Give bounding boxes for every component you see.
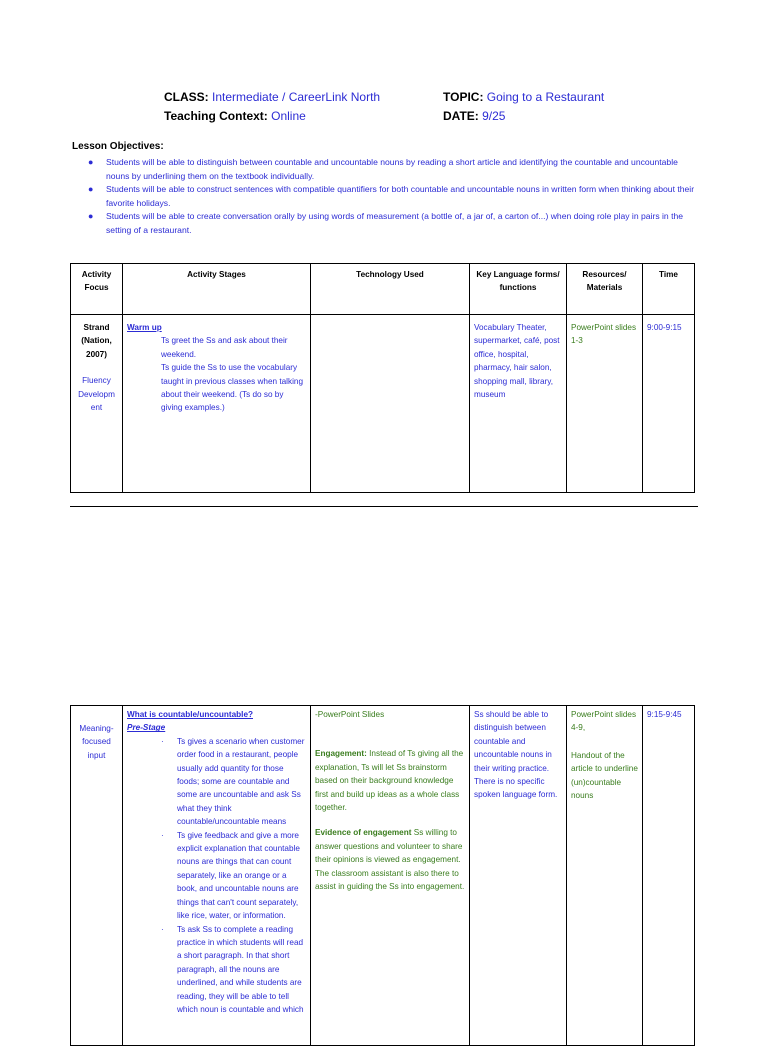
language-cell: Vocabulary Theater, supermarket, café, post office, hospital, pharmacy, hair salon, shopping mall, library, museum <box>470 315 567 493</box>
resource-item: PowerPoint slides 4-9, <box>571 710 637 733</box>
activity-stages-cell <box>123 706 311 1046</box>
objectives-title: Lesson Objectives: <box>72 141 164 152</box>
topic-label: TOPIC: <box>443 90 484 104</box>
stage-title: What is countable/uncountable? <box>127 710 253 719</box>
context-label: Teaching Context: <box>164 109 268 123</box>
technology-cell <box>311 706 470 1046</box>
evidence-block <box>315 826 465 893</box>
bullet-icon: ● <box>88 184 94 195</box>
objective-item <box>86 210 698 237</box>
date-line <box>443 107 505 125</box>
bullet-icon: · <box>161 924 164 934</box>
header-cell: Resources/ Materials <box>567 264 643 315</box>
time-cell: 9:00-9:15 <box>643 315 695 493</box>
activity-stages-cell <box>123 315 311 493</box>
bullet-icon: · <box>161 830 164 840</box>
objectives-list <box>86 156 698 238</box>
engagement-text: Instead of Ts giving all the explanation, Ts will let Ss brainstorm based on their background knowledge first and build up ideas as a whole class together. <box>315 749 464 813</box>
objective-text: Students will be able to construct sentences with compatible quantifiers for both countable and uncountable nouns in written form when thinking about their favorite holidays. <box>106 184 695 208</box>
objective-text: Students will be able to distinguish between countable and uncountable nouns by reading a short article and identifying the countable and uncountable nouns by underlining them on the textbook individually. <box>106 157 678 181</box>
stage-subtitle: Pre-Stage <box>127 723 166 733</box>
class-value: Intermediate / CareerLink North <box>212 90 381 104</box>
technology-item: -PowerPoint Slides <box>315 710 385 719</box>
context-value: Online <box>271 109 306 123</box>
page-break-line <box>70 506 698 507</box>
lesson-plan-table-continued <box>70 705 695 1046</box>
table-header-row <box>71 264 695 315</box>
language-cell: Ss should be able to distinguish between countable and uncountable nouns in their writing practice. There is no specific spoken language form. <box>470 706 567 1046</box>
lesson-plan-table <box>70 263 695 493</box>
resources-cell: PowerPoint slides 1-3 <box>567 315 643 493</box>
class-label: CLASS: <box>164 90 209 104</box>
bullet-icon: · <box>161 736 164 746</box>
technology-cell <box>311 315 470 493</box>
header-cell: Technology Used <box>311 264 470 315</box>
table-row <box>71 315 695 493</box>
stage-step: · Ts gives a scenario when customer order food in a restaurant, people usually add quantity for those foods; some are countable and some are uncountable and ask Ss what they think countable/uncountable means <box>161 736 305 827</box>
stage-step: · Ts give feedback and give a more explicit explanation that countable nouns are things that can count separately, like an orange or a book, and uncountable nouns are things that can't count separately, like rice, water, or information. <box>161 830 300 921</box>
date-value: 9/25 <box>482 109 506 123</box>
activity-focus-cell: Meaning-focused input <box>71 706 123 1046</box>
engagement-block <box>315 747 465 814</box>
stage-step: Ts greet the Ss and ask about their weekend. <box>161 336 288 359</box>
bullet-icon: ● <box>88 157 94 167</box>
header-cell: Activity Stages <box>123 264 311 315</box>
bullet-icon: ● <box>88 211 94 222</box>
table-row <box>71 706 695 1046</box>
header-cell: Key Language forms/ functions <box>470 264 567 315</box>
stage-step: · Ts ask Ss to complete a reading practice in which students will read a short paragraph. In that short paragraph, all the nouns are underlined, and while students are reading, they will be able to tell which noun is countable and which <box>161 924 304 1014</box>
engagement-label: Engagement: <box>315 749 367 759</box>
activity-focus-cell <box>71 315 123 493</box>
resource-item: Handout of the article to underline (un)countable nouns <box>571 750 638 801</box>
objective-item <box>86 183 698 210</box>
evidence-label: Evidence of engagement <box>315 828 412 838</box>
context-line <box>164 107 306 125</box>
stage-step: Ts guide the Ss to use the vocabulary taught in previous classes when talking about their weekend. (Ts do so by giving examples.) <box>161 363 303 413</box>
topic-value: Going to a Restaurant <box>486 90 605 104</box>
date-label: DATE: <box>443 109 479 123</box>
strand-label: Strand (Nation, 2007) <box>81 323 112 359</box>
objective-item <box>86 156 698 183</box>
class-line <box>164 88 380 106</box>
stage-title: Warm up <box>127 323 162 332</box>
time-cell: 9:15-9:45 <box>643 706 695 1046</box>
resources-cell <box>567 706 643 1046</box>
objective-text: Students will be able to create conversation orally by using words of measurement (a bottle of, a jar of, a carton of...) when doing role play in pairs in the setting of a restaurant. <box>106 211 684 235</box>
topic-line <box>443 88 604 106</box>
header-cell: Time <box>643 264 695 315</box>
fluency-label: Fluency Developm ent <box>78 376 115 413</box>
evidence-text: Ss willing to answer questions and volunteer to share their opinions is viewed as engagement. The classroom assistant is also there to assist in guiding the Ss into engagement. <box>315 828 465 892</box>
header-cell: Activity Focus <box>71 264 123 315</box>
